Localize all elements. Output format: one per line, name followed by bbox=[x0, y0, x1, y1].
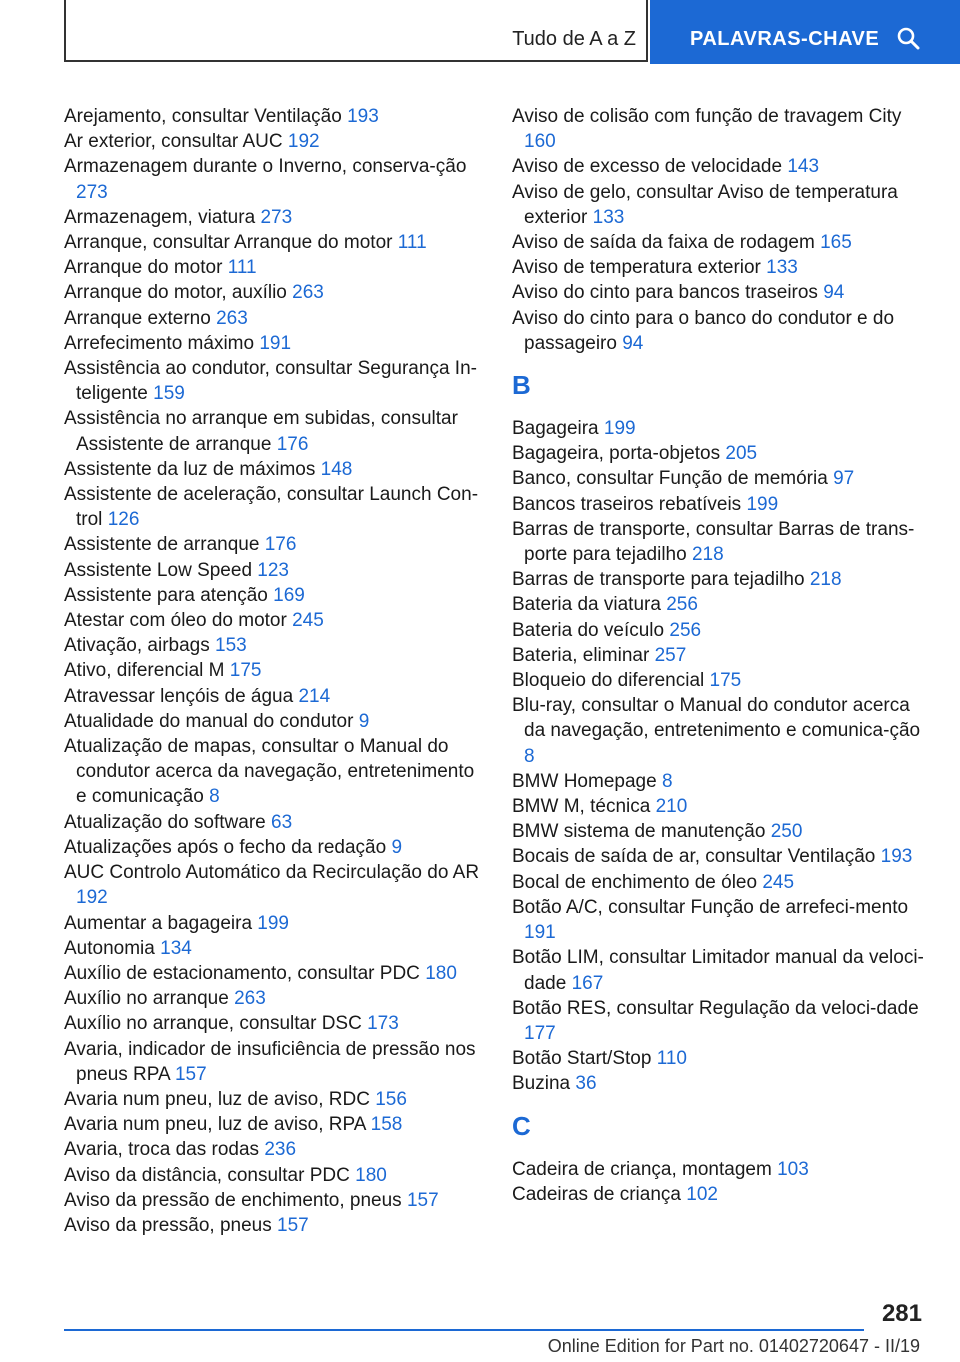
index-page-link[interactable]: 176 bbox=[276, 433, 309, 455]
index-entry-text: Cadeira de criança, montagem bbox=[512, 1158, 772, 1180]
index-entry-text: Bloqueio do diferencial bbox=[512, 670, 705, 692]
index-entry bbox=[512, 492, 932, 517]
index-entry-text: Ar exterior, consultar AUC bbox=[64, 131, 283, 153]
index-entry-text: Assistente para atenção bbox=[64, 584, 268, 606]
index-page-link[interactable]: 177 bbox=[524, 1022, 556, 1044]
index-page-link[interactable]: 158 bbox=[370, 1114, 403, 1136]
index-entry-text: Aviso de gelo, consultar Aviso de temperatura exterior bbox=[512, 181, 898, 228]
index-page-link[interactable]: 176 bbox=[264, 534, 297, 556]
index-page-link[interactable]: 111 bbox=[227, 257, 257, 279]
index-column-right bbox=[512, 104, 932, 1207]
index-entry-text: BMW Homepage bbox=[512, 770, 657, 792]
index-page-link[interactable]: 263 bbox=[234, 988, 266, 1010]
index-entry bbox=[64, 684, 480, 709]
index-entry bbox=[512, 643, 932, 668]
index-entry-text: Avaria num pneu, luz de aviso, RDC bbox=[64, 1088, 370, 1110]
index-page-link[interactable]: 156 bbox=[375, 1088, 407, 1110]
index-page-link[interactable]: 191 bbox=[259, 332, 292, 354]
index-page-link[interactable]: 245 bbox=[292, 610, 324, 632]
index-entry bbox=[64, 608, 480, 633]
index-entry-text: Avaria, indicador de insuficiência de pressão nos pneus RPA bbox=[64, 1038, 476, 1085]
index-entry bbox=[64, 306, 480, 331]
index-entry bbox=[512, 1157, 932, 1182]
index-entry-text: Bocal de enchimento de óleo bbox=[512, 871, 758, 893]
index-entry bbox=[64, 154, 480, 204]
index-entry bbox=[64, 104, 480, 129]
index-entry bbox=[64, 331, 480, 356]
index-entry bbox=[512, 945, 932, 995]
index-entry-text: Banco, consultar Função de memória bbox=[512, 468, 828, 490]
index-entry bbox=[64, 558, 480, 583]
index-entry bbox=[512, 306, 932, 356]
index-column-left bbox=[64, 104, 480, 1238]
index-entry-text: BMW M, técnica bbox=[512, 796, 651, 818]
index-entry bbox=[512, 416, 932, 441]
index-entry bbox=[512, 1182, 932, 1207]
index-entry-text: Bateria da viatura bbox=[512, 594, 661, 616]
index-entry bbox=[64, 1011, 480, 1036]
index-entry-text: Arranque externo bbox=[64, 307, 211, 329]
index-entry bbox=[512, 466, 932, 491]
index-page-link[interactable]: 110 bbox=[656, 1048, 687, 1070]
index-entry-text: Bateria do veículo bbox=[512, 619, 665, 641]
index-page-link[interactable]: 218 bbox=[691, 544, 724, 566]
index-entry bbox=[512, 769, 932, 794]
index-page-link[interactable]: 63 bbox=[271, 811, 293, 833]
index-entry bbox=[64, 1087, 480, 1112]
index-entry bbox=[64, 255, 480, 280]
index-entry bbox=[64, 1163, 480, 1188]
index-page-link[interactable]: 134 bbox=[160, 937, 192, 959]
index-entry-text: Aviso da distância, consultar PDC bbox=[64, 1164, 350, 1186]
index-page-link[interactable]: 133 bbox=[766, 257, 798, 279]
index-entry-text: Armazenagem durante o Inverno, conserva-ção bbox=[64, 156, 467, 178]
index-entry-text: Autonomia bbox=[64, 937, 155, 959]
index-page-link[interactable]: 94 bbox=[823, 282, 845, 304]
index-entry-text: Bagageira bbox=[512, 418, 599, 440]
index-entry-text: BMW sistema de manutenção bbox=[512, 821, 766, 843]
index-page-link[interactable]: 191 bbox=[524, 922, 556, 944]
index-page-link[interactable]: 160 bbox=[524, 131, 556, 153]
index-page-link[interactable]: 169 bbox=[273, 584, 305, 606]
index-entry bbox=[64, 835, 480, 860]
index-page-link[interactable]: 257 bbox=[654, 644, 687, 666]
index-entry bbox=[512, 1046, 932, 1071]
index-entry bbox=[512, 668, 932, 693]
index-page-link[interactable]: 263 bbox=[292, 282, 324, 304]
index-entry bbox=[64, 532, 480, 557]
tab-a-to-z-label: Tudo de A a Z bbox=[512, 28, 636, 50]
index-page-link[interactable]: 143 bbox=[787, 156, 820, 178]
index-page-link[interactable]: 180 bbox=[355, 1164, 387, 1186]
index-entry bbox=[64, 936, 480, 961]
index-entry-text: Bateria, eliminar bbox=[512, 644, 650, 666]
index-page-link[interactable]: 159 bbox=[153, 383, 185, 405]
index-page-link[interactable]: 173 bbox=[367, 1013, 399, 1035]
index-page-link[interactable]: 199 bbox=[257, 912, 289, 934]
index-entry bbox=[512, 567, 932, 592]
index-entry-text: Auxílio de estacionamento, consultar PDC bbox=[64, 962, 420, 984]
index-entry bbox=[64, 810, 480, 835]
index-page-link[interactable]: 273 bbox=[76, 181, 108, 203]
index-entry bbox=[64, 482, 480, 532]
index-entry bbox=[512, 996, 932, 1046]
index-entry-text: Aviso de colisão com função de travagem City bbox=[512, 106, 902, 127]
index-entry-text: Aviso de excesso de velocidade bbox=[512, 156, 783, 178]
index-page-link[interactable]: 157 bbox=[174, 1063, 207, 1085]
index-page-link[interactable]: 205 bbox=[725, 443, 758, 465]
index-entry bbox=[64, 1188, 480, 1213]
index-entry-text: Avaria, troca das rodas bbox=[64, 1139, 260, 1161]
index-entry-text: Ativação, airbags bbox=[64, 635, 210, 657]
index-entry bbox=[64, 129, 480, 154]
index-entry-text: Ativo, diferencial M bbox=[64, 660, 225, 682]
index-entry bbox=[512, 1071, 932, 1096]
index-entry bbox=[64, 356, 480, 406]
index-entry-text: Arranque do motor bbox=[64, 257, 223, 279]
index-entry-text: Bocais de saída de ar, consultar Ventilação bbox=[512, 846, 876, 868]
index-page-link[interactable]: 148 bbox=[320, 458, 353, 480]
index-entry bbox=[512, 230, 932, 255]
index-page-link[interactable]: 167 bbox=[571, 972, 604, 994]
index-entry-text: Barras de transporte para tejadilho bbox=[512, 569, 805, 591]
index-entry bbox=[512, 819, 932, 844]
index-entry bbox=[512, 441, 932, 466]
index-entry bbox=[64, 961, 480, 986]
index-group-c bbox=[512, 1157, 932, 1207]
index-entry-text: Avaria num pneu, luz de aviso, RPA bbox=[64, 1114, 366, 1136]
index-page-link[interactable]: 263 bbox=[216, 307, 248, 329]
index-entry bbox=[64, 734, 480, 810]
index-page-link[interactable]: 175 bbox=[229, 660, 262, 682]
index-entry bbox=[512, 280, 932, 305]
index-entry bbox=[64, 406, 480, 456]
index-entry-text: Atualizações após o fecho da redação bbox=[64, 836, 387, 858]
index-entry-text: Assistência no arranque em subidas, consultar Assistente de arranque bbox=[64, 408, 458, 455]
index-page-link[interactable]: 193 bbox=[880, 846, 913, 868]
index-entry bbox=[64, 457, 480, 482]
index-page-link[interactable]: 102 bbox=[686, 1183, 718, 1205]
index-entry bbox=[64, 280, 480, 305]
index-entry bbox=[512, 154, 932, 179]
index-entry-text: Aviso da pressão de enchimento, pneus bbox=[64, 1189, 402, 1211]
index-group-b bbox=[512, 416, 932, 1096]
tab-a-to-z[interactable] bbox=[64, 0, 648, 62]
index-page-link[interactable]: 199 bbox=[603, 418, 636, 440]
index-page-link[interactable]: 126 bbox=[107, 509, 140, 531]
index-entry-text: Atualidade do manual do condutor bbox=[64, 710, 354, 732]
index-entry-text: Cadeiras de criança bbox=[512, 1183, 681, 1205]
index-entry bbox=[512, 255, 932, 280]
index-entry bbox=[512, 895, 932, 945]
index-page-link[interactable]: 153 bbox=[215, 635, 247, 657]
index-entry-text: Aviso da pressão, pneus bbox=[64, 1214, 272, 1236]
index-page-link[interactable]: 175 bbox=[709, 670, 742, 692]
index-entry bbox=[64, 658, 480, 683]
index-entry bbox=[64, 1137, 480, 1162]
index-entry-text: Atravessar lençóis de água bbox=[64, 685, 294, 707]
index-entry-text: Assistente da luz de máximos bbox=[64, 458, 316, 480]
index-entry-text: AUC Controlo Automático da Recirculação do AR bbox=[64, 862, 480, 884]
index-entry bbox=[512, 180, 932, 230]
index-entry-text: Botão RES, consultar Regulação da veloci-dade bbox=[512, 997, 919, 1019]
index-page-link[interactable]: 180 bbox=[425, 962, 457, 984]
index-page-link[interactable]: 236 bbox=[264, 1139, 297, 1161]
index-page-link[interactable]: 8 bbox=[661, 770, 673, 792]
index-entry-text: Aviso do cinto para o banco do condutor e do passageiro bbox=[512, 307, 895, 354]
index-entry-text: Aviso de temperatura exterior bbox=[512, 257, 761, 279]
index-page-link[interactable]: 273 bbox=[260, 206, 293, 228]
index-page-link[interactable]: 111 bbox=[397, 232, 427, 254]
index-page-link[interactable]: 193 bbox=[347, 106, 379, 127]
index-entry bbox=[512, 618, 932, 643]
index-page-link[interactable]: 97 bbox=[833, 468, 855, 490]
index-entry-text: Assistente de arranque bbox=[64, 534, 260, 556]
index-entry bbox=[512, 517, 932, 567]
index-entry bbox=[64, 1213, 480, 1238]
index-entry bbox=[64, 205, 480, 230]
index-page-link[interactable]: 94 bbox=[622, 332, 644, 354]
index-entry-text: Aumentar a bagageira bbox=[64, 912, 253, 934]
index-entry-text: Buzina bbox=[512, 1073, 571, 1095]
index-page-link[interactable]: 165 bbox=[820, 232, 852, 254]
index-entry bbox=[512, 592, 932, 617]
index-entry-text: Barras de transporte, consultar Barras de trans-porte para tejadilho bbox=[512, 518, 915, 566]
index-entry-text: Armazenagem, viatura bbox=[64, 206, 256, 228]
index-page-link[interactable]: 192 bbox=[76, 887, 108, 909]
index-page-link[interactable]: 9 bbox=[358, 710, 370, 732]
index-entry-text: Auxílio no arranque bbox=[64, 988, 229, 1010]
index-entry bbox=[64, 633, 480, 658]
page-number: 281 bbox=[881, 1300, 922, 1327]
search-icon[interactable] bbox=[896, 26, 920, 50]
index-entry-text: Atualização de mapas, consultar o Manual do condutor acerca da navegação, entretenimento e comunicação bbox=[64, 736, 475, 808]
index-page-link[interactable]: 8 bbox=[524, 745, 535, 767]
index-page-link[interactable]: 157 bbox=[277, 1214, 309, 1236]
index-entry-text: Aviso do cinto para bancos traseiros bbox=[512, 282, 818, 304]
index-page-link[interactable]: 214 bbox=[298, 685, 331, 707]
index-entry-text: Arejamento, consultar Ventilação bbox=[64, 106, 342, 127]
index-page-link[interactable]: 157 bbox=[406, 1189, 439, 1211]
index-entry-text: Atestar com óleo do motor bbox=[64, 610, 287, 632]
index-entry bbox=[512, 693, 932, 769]
index-entry bbox=[64, 1112, 480, 1137]
index-page-link[interactable]: 218 bbox=[809, 569, 842, 591]
index-group-a-continued bbox=[512, 104, 932, 356]
index-entry-text: Auxílio no arranque, consultar DSC bbox=[64, 1013, 362, 1035]
index-entry bbox=[64, 911, 480, 936]
index-entry bbox=[64, 986, 480, 1011]
index-page-link[interactable]: 256 bbox=[669, 619, 702, 641]
index-entry-text: Atualização do software bbox=[64, 811, 266, 833]
index-entry bbox=[64, 230, 480, 255]
index-entry bbox=[512, 870, 932, 895]
index-entry-text: Assistente de aceleração, consultar Launch Con-trol bbox=[64, 484, 479, 531]
index-entry bbox=[512, 104, 932, 154]
index-page-link[interactable]: 199 bbox=[746, 493, 779, 515]
index-page-link[interactable]: 8 bbox=[209, 786, 220, 808]
index-entry-text: Arranque, consultar Arranque do motor bbox=[64, 232, 393, 254]
tab-keywords[interactable] bbox=[650, 0, 960, 64]
index-page-link[interactable]: 133 bbox=[592, 206, 625, 228]
footer-edition: Online Edition for Part no. 01402720647 - II/19 bbox=[547, 1336, 920, 1356]
index-entry bbox=[64, 1037, 480, 1087]
index-page-link[interactable]: 36 bbox=[575, 1073, 597, 1095]
index-page-link[interactable]: 245 bbox=[762, 871, 795, 893]
index-entry-text: Botão Start/Stop bbox=[512, 1048, 652, 1070]
index-entry-text: Arranque do motor, auxílio bbox=[64, 282, 287, 304]
index-entry-text: Bancos traseiros rebatíveis bbox=[512, 493, 742, 515]
index-page-link[interactable]: 103 bbox=[777, 1158, 809, 1180]
index-entry-text: Botão A/C, consultar Função de arrefeci-mento bbox=[512, 896, 909, 918]
index-page-link[interactable]: 192 bbox=[287, 131, 320, 153]
index-entry bbox=[64, 583, 480, 608]
index-page-link[interactable]: 250 bbox=[770, 821, 803, 843]
index-page-link[interactable]: 123 bbox=[257, 559, 289, 581]
index-entry-text: Botão LIM, consultar Limitador manual da veloci-dade bbox=[512, 947, 924, 994]
footer-divider bbox=[64, 1329, 864, 1331]
index-entry-text: Aviso de saída da faixa de rodagem bbox=[512, 232, 815, 254]
index-page-link[interactable]: 256 bbox=[666, 594, 698, 616]
index-entry-text: Blu-ray, consultar o Manual do condutor acerca da navegação, entretenimento e comunica-ção bbox=[512, 695, 921, 742]
tab-keywords-label: PALAVRAS-CHAVE bbox=[690, 28, 880, 50]
section-letter-b: B bbox=[512, 370, 531, 401]
index-entry-text: Assistência ao condutor, consultar Segurança In-teligente bbox=[64, 358, 477, 405]
index-entry bbox=[512, 844, 932, 869]
index-entry bbox=[64, 709, 480, 734]
index-entry-text: Assistente Low Speed bbox=[64, 559, 253, 581]
header-bar bbox=[64, 0, 960, 64]
index-page-link[interactable]: 9 bbox=[391, 836, 403, 858]
index-entry bbox=[512, 794, 932, 819]
index-entry-text: Bagageira, porta-objetos bbox=[512, 443, 721, 465]
index-entry bbox=[64, 860, 480, 910]
section-letter-c: C bbox=[512, 1110, 531, 1141]
index-page-link[interactable]: 210 bbox=[655, 796, 688, 818]
index-entry-text: Arrefecimento máximo bbox=[64, 332, 255, 354]
